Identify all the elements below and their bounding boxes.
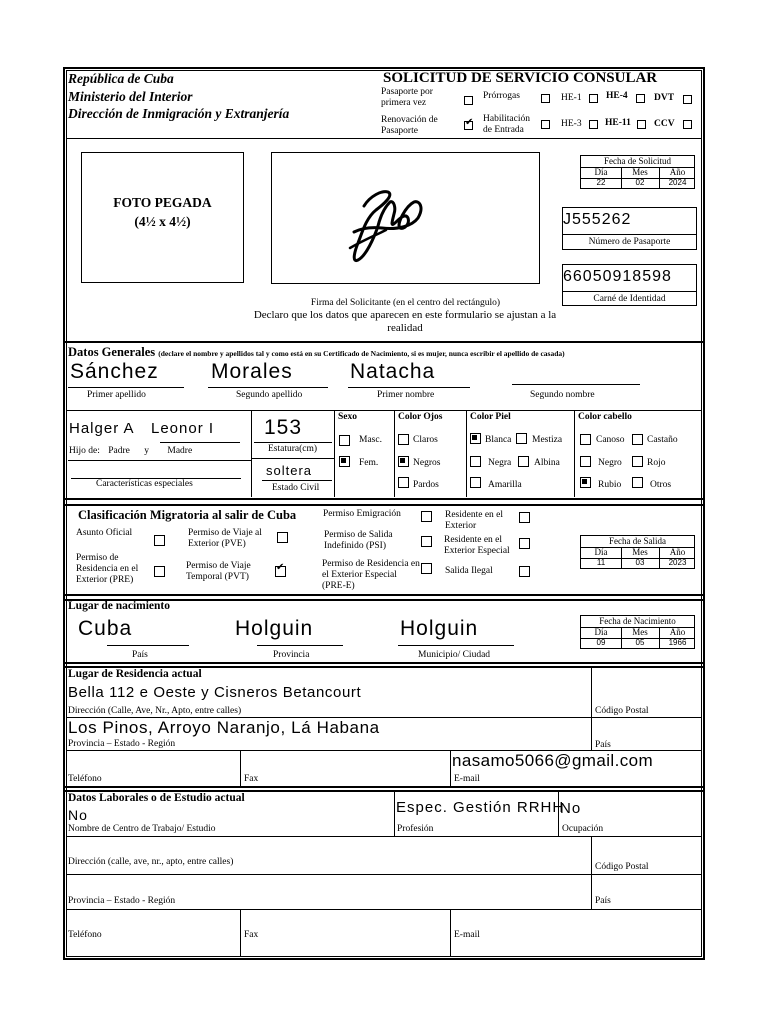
fecha-solicitud-anio[interactable]: 2024 xyxy=(668,178,687,187)
cab-castano-label: Castaño xyxy=(647,435,678,445)
divider xyxy=(68,460,251,461)
renovacion-checkbox[interactable] xyxy=(464,121,473,130)
lbl-laborales-fax: Fax xyxy=(244,930,259,940)
divider xyxy=(398,645,514,646)
estatura-value[interactable]: 153 xyxy=(264,416,303,439)
pve-label: Permiso de Viaje al Exterior (PVE) xyxy=(188,528,262,549)
opt-pasaporte-primera-label: Pasaporte por primera vez xyxy=(381,87,433,108)
opt-renovacion-label: Renovación de Pasaporte xyxy=(381,115,438,136)
emigracion-label: Permiso Emigración xyxy=(323,509,401,519)
divider xyxy=(64,341,704,343)
primer-nombre-value[interactable]: Natacha xyxy=(350,360,436,383)
dvt-checkbox[interactable] xyxy=(683,95,692,104)
lbl-estado-civil: Estado Civil xyxy=(272,483,320,493)
fecha-solicitud-mes-label: Mes xyxy=(632,167,648,177)
lbl-laborales-pais: País xyxy=(595,896,611,906)
header-republica: República de Cuba xyxy=(68,71,174,86)
pre-e-checkbox[interactable] xyxy=(421,563,432,574)
opt-he11-label: HE-11 xyxy=(605,118,631,128)
divider xyxy=(348,387,470,388)
divider xyxy=(64,594,704,596)
ojos-negros-checkbox[interactable] xyxy=(398,456,409,467)
opt-ccv-label: CCV xyxy=(654,119,675,129)
salida-ilegal-checkbox[interactable] xyxy=(519,566,530,577)
fecha-salida-caption: Fecha de Salida xyxy=(581,536,694,548)
lbl-nacimiento-provincia: Provincia xyxy=(273,650,310,660)
divider xyxy=(66,138,702,139)
fecha-nacimiento-dia[interactable]: 09 xyxy=(596,638,606,647)
cab-castano-checkbox[interactable] xyxy=(632,434,643,445)
lbl-laborales-direccion: Dirección (calle, ave, nr., apto, entre calles) xyxy=(68,857,234,867)
lbl-laborales-email: E-mail xyxy=(454,930,480,940)
lbl-residencia-fax: Fax xyxy=(244,774,259,784)
lbl-hijo-de xyxy=(69,446,192,456)
lbl-laborales-ocupacion: Ocupación xyxy=(562,824,604,834)
piel-amarilla-label: Amarilla xyxy=(488,480,522,490)
divider xyxy=(394,410,395,497)
divider xyxy=(257,645,343,646)
migratoria-title: Clasificación Migratoria al salir de Cuba xyxy=(78,508,297,522)
opt-dvt-label: DVT xyxy=(654,93,675,103)
divider xyxy=(107,645,189,646)
lbl-laborales-profesion: Profesión xyxy=(397,824,434,834)
fecha-salida-anio[interactable]: 2023 xyxy=(668,558,687,567)
divider xyxy=(240,750,241,786)
he11-checkbox[interactable] xyxy=(637,120,646,129)
psi-checkbox[interactable] xyxy=(421,536,432,547)
piel-blanca-label: Blanca xyxy=(485,435,512,445)
divider xyxy=(64,786,704,788)
lbl-residencia-direccion: Dirección (Calle, Ave, Nr., Apto, entre calles) xyxy=(68,706,242,716)
lbl-estatura: Estatura(cm) xyxy=(268,444,318,454)
divider xyxy=(160,442,240,443)
padre-value[interactable]: Halger A xyxy=(69,420,135,437)
fecha-salida-dia-label: Día xyxy=(594,547,608,557)
lbl-laborales-telefono: Teléfono xyxy=(68,930,102,940)
datos-generales-title: Datos Generales xyxy=(68,345,156,359)
nacimiento-title: Lugar de nacimiento xyxy=(68,600,171,612)
asunto-oficial-label: Asunto Oficial xyxy=(76,528,133,538)
piel-blanca-checkbox[interactable] xyxy=(470,433,481,444)
nacimiento-pais-value[interactable]: Cuba xyxy=(78,617,133,640)
fecha-salida-box xyxy=(580,535,695,569)
lbl-hijo: Hijo de: xyxy=(69,446,100,456)
carne-value[interactable]: 66050918598 xyxy=(563,268,672,285)
pvt-label: Permiso de Viaje Temporal (PVT) xyxy=(186,561,251,582)
lbl-residencia-telefono: Teléfono xyxy=(68,774,102,784)
primer-apellido-value[interactable]: Sánchez xyxy=(70,360,159,383)
ojos-negros-label: Negros xyxy=(413,458,441,468)
cab-rojo-checkbox[interactable] xyxy=(632,456,643,467)
datos-generales-header xyxy=(68,345,565,360)
laborales-centro-value[interactable]: No xyxy=(68,807,88,823)
emigracion-checkbox[interactable] xyxy=(421,511,432,522)
cab-otros-label: Otros xyxy=(650,480,672,490)
pasaporte-primera-checkbox[interactable] xyxy=(464,96,473,105)
divider xyxy=(450,909,451,956)
lbl-residencia-codigo: Código Postal xyxy=(595,706,649,716)
header-direccion: Dirección de Inmigración y Extranjería xyxy=(68,106,290,121)
fecha-nacimiento-caption: Fecha de Nacimiento xyxy=(581,616,694,628)
prorrogas-checkbox[interactable] xyxy=(541,94,550,103)
divider xyxy=(66,836,702,837)
cab-rojo-label: Rojo xyxy=(647,458,666,468)
residencia-provincia-value[interactable]: Los Pinos, Arroyo Naranjo, Lá Habana xyxy=(68,718,380,737)
cab-otros-checkbox[interactable] xyxy=(632,477,643,488)
nacimiento-municipio-value[interactable]: Holguin xyxy=(400,617,479,640)
estado-civil-value[interactable]: soltera xyxy=(266,463,313,478)
lbl-laborales-centro: Nombre de Centro de Trabajo/ Estudio xyxy=(68,824,216,834)
lbl-segundo-apellido: Segundo apellido xyxy=(236,390,303,400)
residencia-email-value[interactable]: nasamo5066@gmail.com xyxy=(452,751,654,770)
divider xyxy=(466,410,467,497)
fecha-nacimiento-anio[interactable]: 1966 xyxy=(668,638,687,647)
fecha-nacimiento-dia-label: Día xyxy=(594,627,608,637)
psi-label: Permiso de Salida Indefinido (PSI) xyxy=(324,530,393,551)
sexo-masc-label: Masc. xyxy=(359,435,382,445)
segundo-apellido-value[interactable]: Morales xyxy=(211,360,293,383)
lbl-padre: Padre xyxy=(108,446,130,456)
asunto-oficial-checkbox[interactable] xyxy=(154,535,165,546)
lbl-nacimiento-pais: País xyxy=(132,650,148,660)
sexo-fem-label: Fem. xyxy=(359,458,379,468)
piel-negra-label: Negra xyxy=(488,458,512,468)
cab-rubio-checkbox[interactable] xyxy=(580,477,591,488)
he3-checkbox[interactable] xyxy=(589,120,598,129)
fecha-solicitud-box xyxy=(580,155,695,189)
divider xyxy=(591,668,592,750)
fecha-nacimiento-mes[interactable]: 05 xyxy=(635,638,645,647)
divider xyxy=(334,410,335,497)
fecha-solicitud-anio-label: Año xyxy=(669,167,686,177)
pasaporte-label: Número de Pasaporte xyxy=(588,237,671,247)
laborales-profesion-value[interactable]: Espec. Gestión RRHH xyxy=(396,799,565,816)
divider xyxy=(254,442,332,443)
salida-ilegal-label: Salida Ilegal xyxy=(445,566,493,576)
residente-esp-checkbox[interactable] xyxy=(519,538,530,549)
form-title: SOLICITUD DE SERVICIO CONSULAR xyxy=(383,70,658,86)
laborales-title: Datos Laborales o de Estudio actual xyxy=(68,792,245,804)
he4-checkbox[interactable] xyxy=(636,94,645,103)
divider xyxy=(66,410,702,411)
ojos-title: Color Ojos xyxy=(398,412,443,422)
piel-amarilla-checkbox[interactable] xyxy=(470,477,481,488)
lbl-caracteristicas: Características especiales xyxy=(96,479,193,489)
fecha-nacimiento-box xyxy=(580,615,695,649)
cab-canoso-label: Canoso xyxy=(596,435,625,445)
divider xyxy=(450,750,451,786)
divider xyxy=(64,498,704,500)
pvt-checkbox[interactable] xyxy=(275,566,286,577)
pre-e-label: Permiso de Residencia en el Exterior Especial (PRE-E) xyxy=(322,559,420,591)
fecha-solicitud-caption: Fecha de Solicitud xyxy=(581,156,694,168)
divider xyxy=(66,909,702,910)
cabello-title: Color cabello xyxy=(578,412,632,422)
pasaporte-value[interactable]: J555262 xyxy=(563,211,632,228)
divider xyxy=(208,387,328,388)
pre-checkbox[interactable] xyxy=(154,566,165,577)
fecha-salida-dia[interactable]: 11 xyxy=(596,558,606,567)
pre-label: Permiso de Residencia en el Exterior (PRE) xyxy=(76,553,139,585)
divider xyxy=(68,387,184,388)
signature-image xyxy=(344,178,434,273)
fecha-salida-mes-label: Mes xyxy=(632,547,648,557)
fecha-solicitud-mes[interactable]: 02 xyxy=(635,178,645,187)
residente-esp-label: Residente en el Exterior Especial xyxy=(444,535,510,556)
sexo-masc-checkbox[interactable] xyxy=(339,435,350,446)
piel-mestiza-label: Mestiza xyxy=(532,435,563,445)
divider xyxy=(251,410,252,497)
divider xyxy=(562,234,697,235)
fecha-solicitud-dia-label: Día xyxy=(594,167,608,177)
lbl-nacimiento-municipio: Municipio/ Ciudad xyxy=(418,650,491,660)
opt-habilitacion-label: Habilitación de Entrada xyxy=(483,114,530,135)
divider xyxy=(574,410,575,497)
fecha-solicitud-dia[interactable]: 22 xyxy=(596,178,606,187)
laborales-ocupacion-value[interactable]: No xyxy=(560,800,582,817)
opt-he3-label: HE-3 xyxy=(561,119,582,129)
photo-size-label: (4½ x 4½) xyxy=(134,214,191,229)
lbl-madre: Madre xyxy=(167,446,193,456)
carne-label: Carné de Identidad xyxy=(593,294,666,304)
lbl-residencia-email: E-mail xyxy=(454,774,480,784)
sexo-fem-checkbox[interactable] xyxy=(339,456,350,467)
fecha-nacimiento-anio-label: Año xyxy=(669,627,686,637)
residencia-direccion-value[interactable]: Bella 112 e Oeste y Cisneros Betancourt xyxy=(68,684,362,701)
header-ministerio: Ministerio del Interior xyxy=(68,89,193,104)
opt-he4-label: HE-4 xyxy=(606,91,628,101)
ccv-checkbox[interactable] xyxy=(683,120,692,129)
opt-prorrogas-label: Prórrogas xyxy=(483,91,520,101)
opt-he1-label: HE-1 xyxy=(561,93,582,103)
piel-negra-checkbox[interactable] xyxy=(470,456,481,467)
lbl-primer-apellido: Primer apellido xyxy=(87,390,146,400)
piel-albina-label: Albina xyxy=(534,458,560,468)
residencia-title: Lugar de Residencia actual xyxy=(68,668,202,680)
nacimiento-provincia-value[interactable]: Holguin xyxy=(235,617,314,640)
cab-negro-checkbox[interactable] xyxy=(580,456,591,467)
fecha-salida-mes[interactable]: 03 xyxy=(635,558,645,567)
divider xyxy=(562,291,697,292)
fecha-salida-anio-label: Año xyxy=(669,547,686,557)
divider xyxy=(262,480,332,481)
lbl-segundo-nombre: Segundo nombre xyxy=(530,390,595,400)
divider xyxy=(64,662,704,664)
lbl-y: y xyxy=(144,446,150,456)
pve-checkbox[interactable] xyxy=(277,532,288,543)
photo-label: FOTO PEGADA xyxy=(113,195,212,210)
lbl-laborales-codigo: Código Postal xyxy=(595,862,649,872)
residente-ext-checkbox[interactable] xyxy=(519,512,530,523)
divider xyxy=(394,792,395,836)
divider xyxy=(64,504,704,506)
datos-generales-note: (declare el nombre y apellidos tal y como está en su Certificado de Nacimiento, si es mujer, nunca escribir el apellido de casada) xyxy=(158,349,565,358)
ojos-claros-checkbox[interactable] xyxy=(398,434,409,445)
he1-checkbox[interactable] xyxy=(589,94,598,103)
divider xyxy=(251,458,334,459)
ojos-claros-label: Claros xyxy=(413,435,438,445)
divider xyxy=(512,384,640,385)
cab-canoso-checkbox[interactable] xyxy=(580,434,591,445)
ojos-pardos-label: Pardos xyxy=(413,480,439,490)
cab-negro-label: Negro xyxy=(598,458,622,468)
ojos-pardos-checkbox[interactable] xyxy=(398,477,409,488)
divider xyxy=(591,836,592,909)
residente-ext-label: Residente en el Exterior xyxy=(445,510,504,531)
fecha-nacimiento-mes-label: Mes xyxy=(632,627,648,637)
habilitacion-checkbox[interactable] xyxy=(541,120,550,129)
lbl-residencia-pais: País xyxy=(595,740,611,750)
cab-rubio-label: Rubio xyxy=(598,480,622,490)
lbl-laborales-provincia: Provincia – Estado - Región xyxy=(68,896,176,906)
sexo-title: Sexo xyxy=(338,412,357,422)
signature-caption: Firma del Solicitante (en el centro del rectángulo) xyxy=(310,298,501,308)
divider xyxy=(66,874,702,875)
lbl-residencia-provincia: Provincia – Estado - Región xyxy=(68,739,176,749)
piel-title: Color Piel xyxy=(470,412,511,422)
declaration-text: Declaro que los datos que aparecen en este formulario se ajustan a la realidad xyxy=(253,309,557,334)
piel-mestiza-checkbox[interactable] xyxy=(516,433,527,444)
lbl-primer-nombre: Primer nombre xyxy=(377,390,435,400)
piel-albina-checkbox[interactable] xyxy=(518,456,529,467)
madre-value[interactable]: Leonor I xyxy=(151,420,215,437)
divider xyxy=(240,909,241,956)
